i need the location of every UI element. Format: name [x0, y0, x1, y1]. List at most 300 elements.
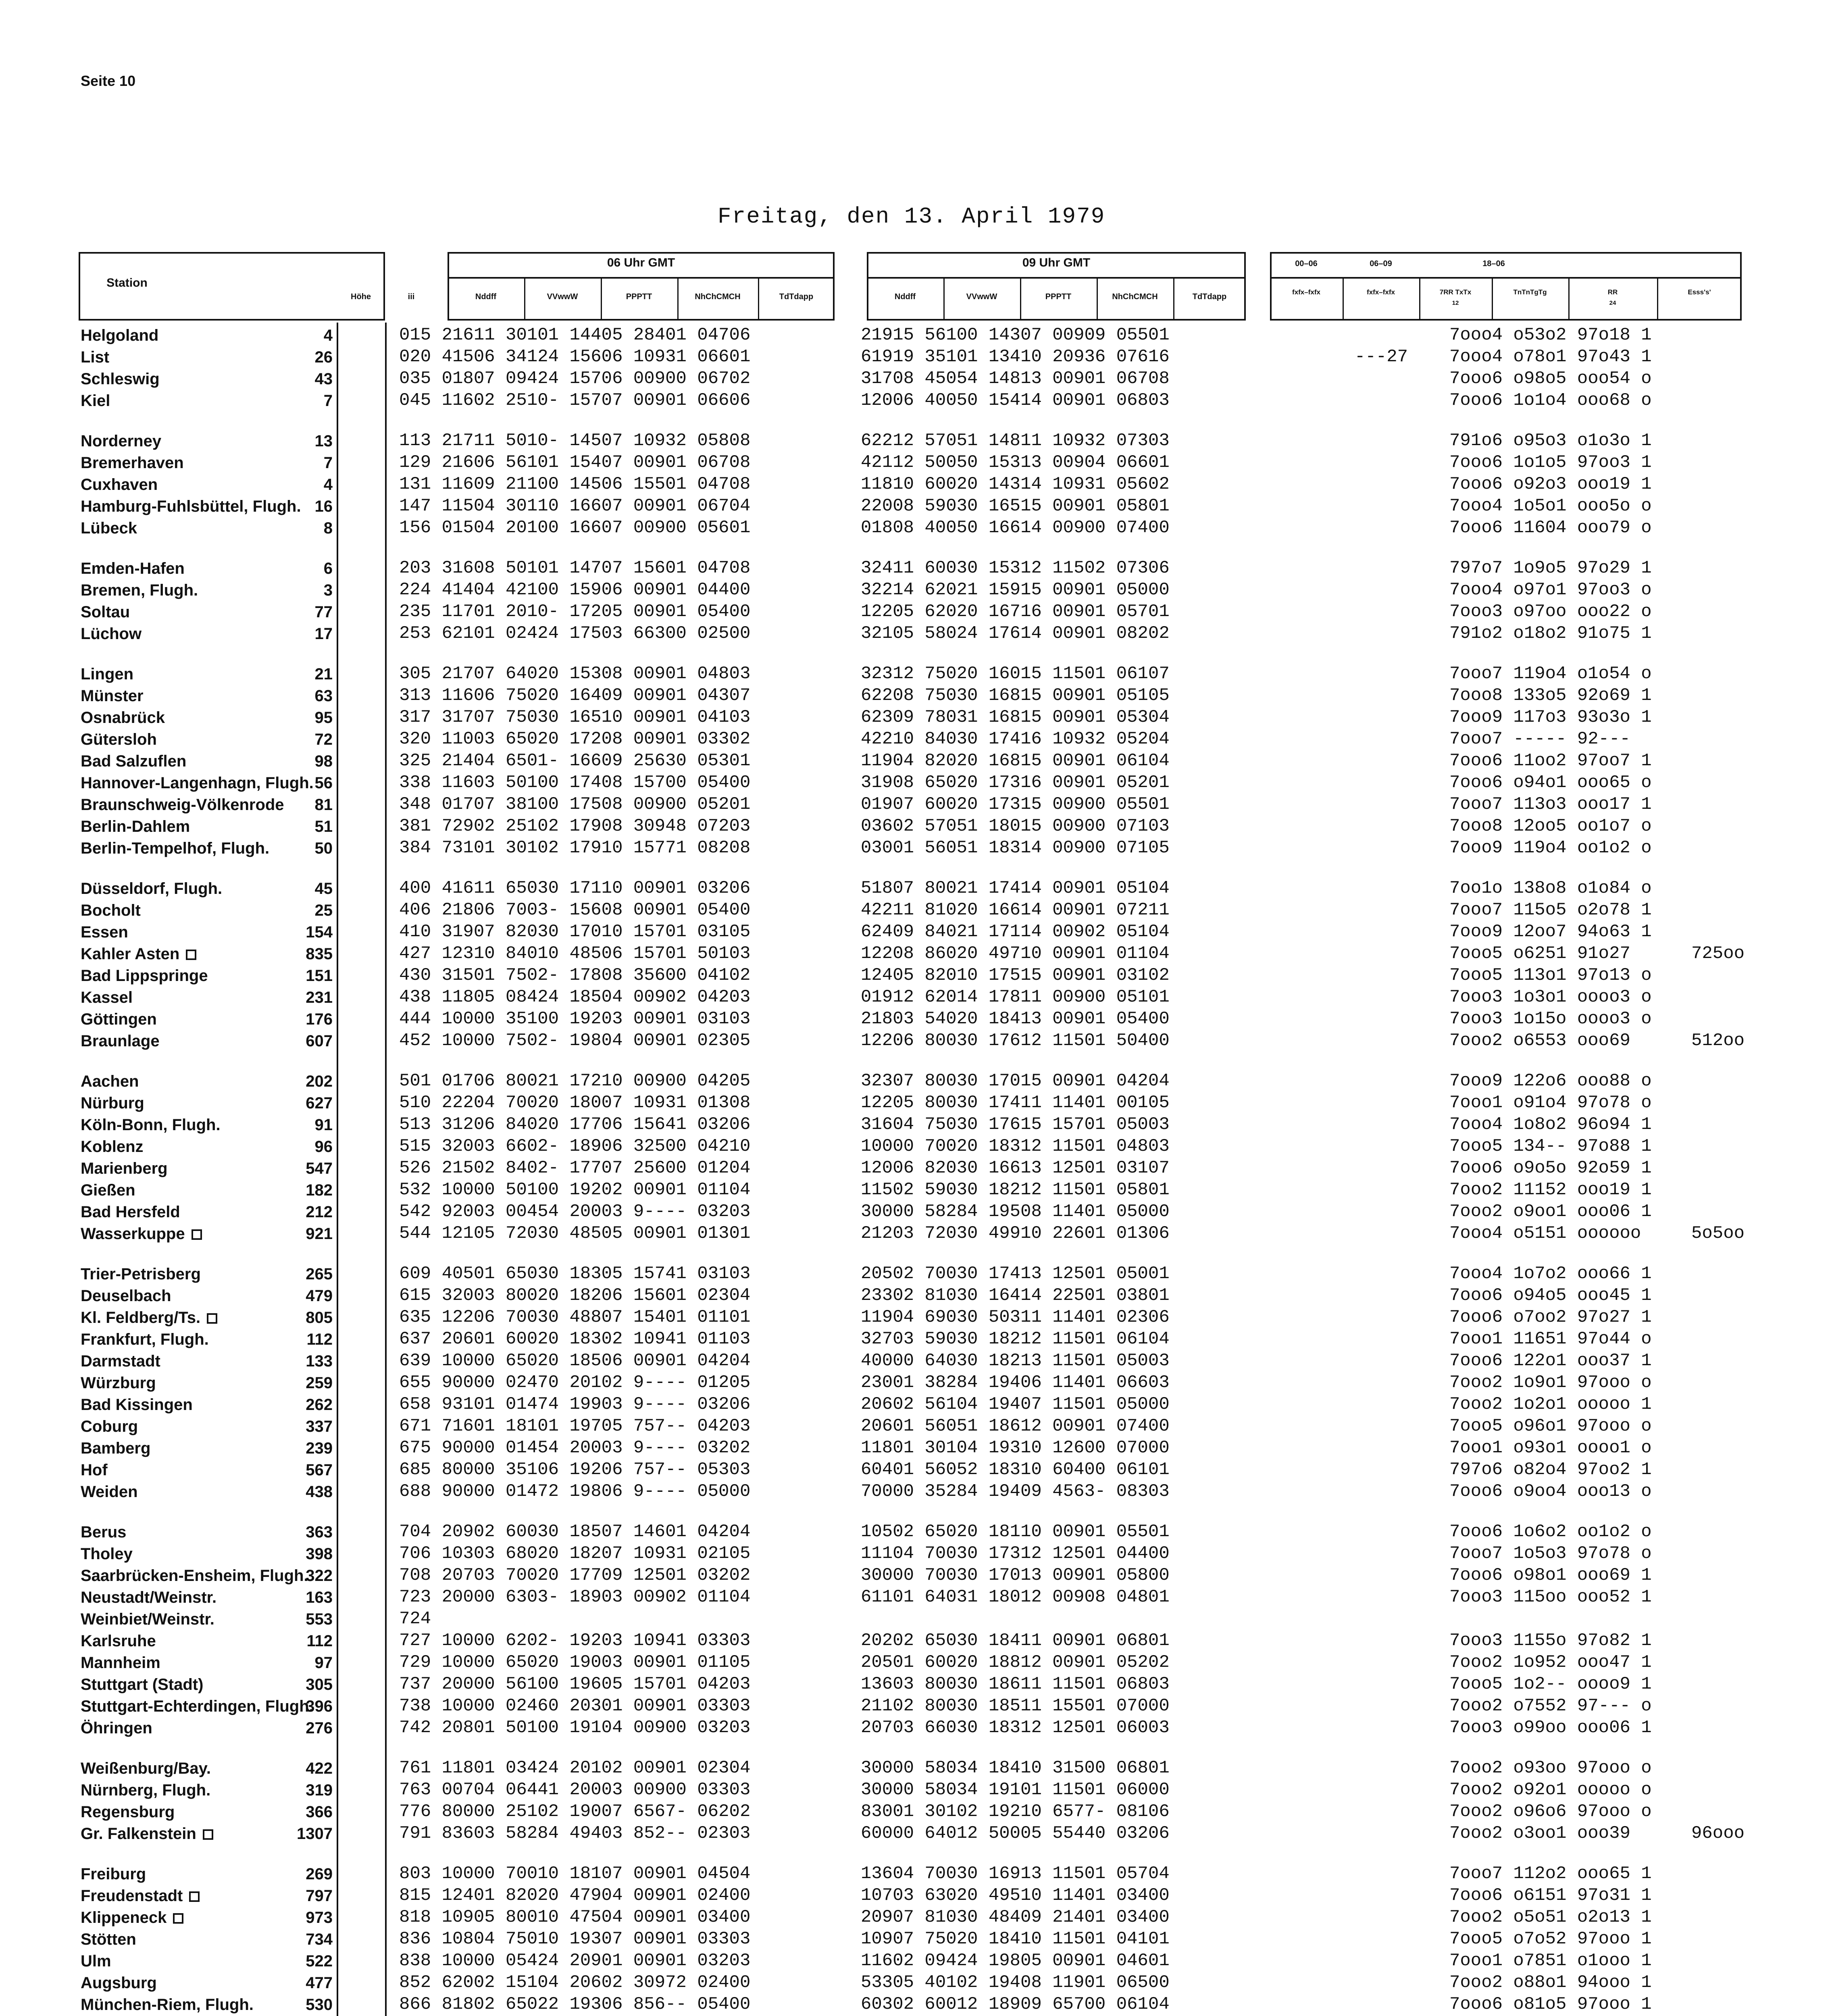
obs-09: 21203 72030 49910 22601 01306 — [861, 1223, 1170, 1243]
obs-09: 03602 57051 18015 00900 07103 — [861, 816, 1170, 836]
extremes: 7ooo5 1o2-- oooo9 1 — [1449, 1674, 1652, 1694]
obs-06: 045 11602 2510- 15707 00901 06606 — [399, 390, 751, 410]
station-name-text: Freudenstadt — [81, 1887, 183, 1905]
obs-09: 01907 60020 17315 00900 05501 — [861, 794, 1170, 814]
extremes: 7ooo1 o93o1 oooo1 o — [1449, 1438, 1652, 1458]
obs-09: 21915 56100 14307 00909 05501 — [861, 325, 1170, 345]
station-name — [81, 1032, 160, 1050]
station-marker-icon — [186, 950, 196, 960]
obs-09: 12208 86020 49710 00901 01104 — [861, 943, 1170, 964]
station-height: 25 — [314, 902, 333, 919]
station-name-text: Coburg — [81, 1418, 138, 1435]
header-rule — [448, 277, 835, 279]
header-extreme-col: fxfx–fxfx — [1367, 288, 1395, 296]
table-row — [0, 1287, 1832, 1309]
station-name — [81, 1781, 210, 1799]
station-marker-icon — [207, 1313, 217, 1324]
table-row — [0, 1523, 1832, 1545]
extremes: 7ooo4 o53o2 97o18 1 — [1449, 325, 1652, 345]
obs-06: 325 21404 6501- 16609 25630 05301 — [399, 751, 751, 771]
table-row — [0, 519, 1832, 541]
station-name — [81, 709, 165, 727]
station-height: 269 — [306, 1865, 333, 1883]
obs-06: 544 12105 72030 48505 00901 01301 — [399, 1223, 751, 1243]
station-name-text: Hannover-Langenhagn, Flugh. — [81, 774, 314, 792]
obs-06: 737 20000 56100 19605 15701 04203 — [399, 1674, 751, 1694]
obs-09: 62409 84021 17114 00902 05104 — [861, 922, 1170, 942]
station-height: 396 — [306, 1697, 333, 1715]
obs-06: 818 10905 80010 47504 00901 03400 — [399, 1907, 751, 1927]
station-name-text: Münster — [81, 687, 144, 705]
extremes: 7ooo4 1o8o2 96o94 1 — [1449, 1114, 1652, 1135]
table-row — [0, 1483, 1832, 1505]
obs-09: 83001 30102 19210 6577- 08106 — [861, 1801, 1170, 1822]
station-name-text: Berlin-Dahlem — [81, 818, 190, 835]
obs-06: 129 21606 56101 15407 00901 06708 — [399, 452, 751, 473]
table-row — [0, 1952, 1832, 1974]
station-name — [81, 774, 314, 792]
station-name-text: Kiel — [81, 392, 110, 410]
station-height: 7 — [323, 392, 333, 410]
table-row — [0, 1589, 1832, 1610]
obs-09: 32105 58024 17614 00901 08202 — [861, 623, 1170, 644]
station-name-text: Stuttgart (Stadt) — [81, 1676, 204, 1693]
obs-09: 60401 56052 18310 60400 06101 — [861, 1460, 1170, 1480]
obs-09: 13604 70030 16913 11501 05704 — [861, 1864, 1170, 1884]
header-period: 00–06 — [1295, 259, 1318, 268]
obs-09: 42210 84030 17416 10932 05204 — [861, 729, 1170, 749]
station-name — [81, 1265, 201, 1283]
station-name-text: Weißenburg/Bay. — [81, 1760, 211, 1777]
station-name-text: Bremen, Flugh. — [81, 581, 198, 599]
table-row — [0, 1439, 1832, 1461]
extremes: 7ooo2 o92o1 ooooo o — [1449, 1780, 1652, 1800]
station-marker-icon — [203, 1829, 213, 1840]
station-name — [81, 1567, 308, 1585]
extremes: 7ooo6 o92o3 ooo19 1 — [1449, 474, 1652, 494]
obs-09: 60000 64012 50005 55440 03206 — [861, 1823, 1170, 1843]
table-row — [0, 1697, 1832, 1719]
station-name — [81, 880, 222, 898]
table-row — [0, 370, 1832, 392]
station-height: 13 — [314, 432, 333, 450]
extremes: 7ooo6 o9o5o 92o59 1 — [1449, 1158, 1652, 1178]
obs-06: 635 12206 70030 48807 15401 01101 — [399, 1307, 751, 1327]
obs-09: 03001 56051 18314 00900 07105 — [861, 838, 1170, 858]
station-name-text: Soltau — [81, 603, 130, 621]
station-height: 530 — [306, 1996, 333, 2014]
extremes: 7ooo5 134-- 97o88 1 — [1449, 1136, 1652, 1156]
table-row — [0, 1632, 1832, 1654]
station-height: 202 — [306, 1073, 333, 1090]
obs-09: 31708 45054 14813 00901 06708 — [861, 369, 1170, 389]
obs-09: 30000 70030 17013 00901 05800 — [861, 1565, 1170, 1585]
header-extreme-sub: 24 — [1609, 300, 1616, 306]
station-name-text: Lübeck — [81, 519, 137, 537]
obs-06: 113 21711 5010- 14507 10932 05808 — [399, 431, 751, 451]
obs-09: 32312 75020 16015 11501 06107 — [861, 664, 1170, 684]
extremes: 7oo1o 138o8 o1o84 o — [1449, 878, 1652, 898]
obs-09: 20502 70030 17413 12501 05001 — [861, 1264, 1170, 1284]
obs-09: 12006 40050 15414 00901 06803 — [861, 390, 1170, 410]
station-name — [81, 923, 128, 941]
station-height: 553 — [306, 1610, 333, 1628]
table-row — [0, 1396, 1832, 1418]
obs-06: 706 10303 68020 18207 10931 02105 — [399, 1543, 751, 1564]
obs-09: 11502 59030 18212 11501 05801 — [861, 1180, 1170, 1200]
station-name-text: Hamburg-Fuhlsbüttel, Flugh. — [81, 498, 301, 515]
obs-09: 01912 62014 17811 00900 05101 — [861, 987, 1170, 1007]
station-height: 547 — [306, 1160, 333, 1177]
extra-value: 96ooo — [1691, 1823, 1745, 1843]
station-height: 797 — [306, 1887, 333, 1905]
obs-06: 501 01706 80021 17210 00900 04205 — [399, 1071, 751, 1091]
station-height: 6 — [323, 560, 333, 577]
station-name-text: Kassel — [81, 989, 133, 1006]
obs-06: 615 32003 80020 18206 15601 02304 — [399, 1285, 751, 1306]
extremes: 7ooo6 1o1o5 97oo3 1 — [1449, 452, 1652, 473]
station-name — [81, 519, 137, 537]
table-row — [0, 476, 1832, 498]
station-name — [81, 1589, 217, 1607]
table-row — [0, 1265, 1832, 1287]
obs-06: 723 20000 6303- 18903 00902 01104 — [399, 1587, 751, 1607]
extremes: 7ooo9 12oo7 94o63 1 — [1449, 922, 1652, 942]
obs-09: 20202 65030 18411 00901 06801 — [861, 1631, 1170, 1651]
extremes: 7ooo6 11oo2 97oo7 1 — [1449, 751, 1652, 771]
obs-06: 203 31608 50101 14707 15601 04708 — [399, 558, 751, 578]
header-rule — [1270, 277, 1742, 279]
extremes: 7ooo7 113o3 ooo17 1 — [1449, 794, 1652, 814]
station-name-text: Gütersloh — [81, 731, 157, 748]
obs-06: 253 62101 02424 17503 66300 02500 — [399, 623, 751, 644]
obs-09: 13603 80030 18611 11501 06803 — [861, 1674, 1170, 1694]
station-name-text: Berus — [81, 1523, 127, 1541]
station-height: 3 — [323, 581, 333, 599]
station-height: 133 — [306, 1352, 333, 1370]
obs-09: 21102 80030 18511 15501 07000 — [861, 1696, 1170, 1716]
station-name-text: Augsburg — [81, 1974, 157, 1992]
station-name — [81, 327, 158, 345]
station-height: 835 — [306, 945, 333, 963]
station-name — [81, 1887, 200, 1905]
obs-06: 791 83603 58284 49403 852-- 02303 — [399, 1823, 751, 1843]
table-row — [0, 1803, 1832, 1825]
station-name-text: Frankfurt, Flugh. — [81, 1331, 209, 1348]
station-name — [81, 1010, 157, 1029]
station-name — [81, 1483, 138, 1501]
table-row — [0, 665, 1832, 687]
extremes: 791o2 o18o2 91o75 1 — [1449, 623, 1652, 644]
obs-06: 020 41506 34124 15606 10931 06601 — [399, 347, 751, 367]
station-name-text: Freiburg — [81, 1865, 146, 1883]
obs-06: 815 12401 82020 47904 00901 02400 — [399, 1885, 751, 1906]
station-name — [81, 1909, 183, 1927]
obs-09: 30000 58284 19508 11401 05000 — [861, 1202, 1170, 1222]
station-height: 182 — [306, 1181, 333, 1199]
station-name-text: Ulm — [81, 1952, 111, 1970]
station-name — [81, 796, 284, 814]
obs-06: 406 21806 7003- 15608 00901 05400 — [399, 900, 751, 920]
table-row — [0, 818, 1832, 839]
station-height: 231 — [306, 989, 333, 1006]
table-row — [0, 392, 1832, 414]
station-name — [81, 1654, 160, 1672]
table-row — [0, 1010, 1832, 1032]
station-name — [81, 1974, 157, 1992]
station-name — [81, 1203, 180, 1221]
extremes: 7ooo7 115o5 o2o78 1 — [1449, 900, 1652, 920]
table-row — [0, 1760, 1832, 1781]
extremes: 7ooo2 1o952 ooo47 1 — [1449, 1652, 1652, 1672]
obs-06: 727 10000 6202- 19203 10941 03303 — [399, 1631, 751, 1651]
obs-09: 10703 63020 49510 11401 03400 — [861, 1885, 1170, 1906]
header-col-06: TdTdapp — [779, 292, 814, 301]
station-height: 607 — [306, 1032, 333, 1050]
station-height: 56 — [314, 774, 333, 792]
station-name-text: Emden-Hafen — [81, 560, 185, 577]
station-name — [81, 348, 109, 367]
header-station: Station — [106, 276, 148, 289]
obs-06: 015 21611 30101 14405 28401 04706 — [399, 325, 751, 345]
obs-06: 658 93101 01474 19903 9---- 03206 — [399, 1394, 751, 1414]
station-name — [81, 1676, 203, 1694]
station-name-text: Nürburg — [81, 1094, 144, 1112]
extremes: 7ooo6 o94o5 ooo45 1 — [1449, 1285, 1652, 1306]
station-name — [81, 1931, 136, 1949]
station-name-text: Köln-Bonn, Flugh. — [81, 1116, 221, 1134]
extremes: 7ooo4 o78o1 97o43 1 — [1449, 347, 1652, 367]
header-col-09: Nddff — [894, 292, 916, 301]
table-row — [0, 1909, 1832, 1931]
extremes: 797o7 1o9o5 97o29 1 — [1449, 558, 1652, 578]
extremes: 7ooo6 o94o1 ooo65 o — [1449, 773, 1652, 793]
extremes: 7ooo9 117o3 93o3o 1 — [1449, 707, 1652, 727]
station-height: 363 — [306, 1523, 333, 1541]
table-row — [0, 1461, 1832, 1483]
station-name — [81, 1610, 214, 1629]
station-height: 1307 — [297, 1825, 333, 1843]
table-row — [0, 1138, 1832, 1160]
header-col-06: PPPTT — [626, 292, 652, 301]
table-row — [0, 967, 1832, 989]
station-height: 51 — [314, 818, 333, 835]
obs-09: 62208 75030 16815 00901 05105 — [861, 685, 1170, 706]
obs-06: 235 11701 2010- 17205 00901 05400 — [399, 602, 751, 622]
station-name — [81, 1952, 111, 1970]
station-height: 398 — [306, 1545, 333, 1563]
obs-09: 22008 59030 16515 00901 05801 — [861, 496, 1170, 516]
header-period: 06–09 — [1370, 259, 1392, 268]
station-height: 477 — [306, 1974, 333, 1992]
station-height: 91 — [314, 1116, 333, 1134]
extremes: 7ooo2 o5o51 o2o13 1 — [1449, 1907, 1652, 1927]
obs-09: 42211 81020 16614 00901 07211 — [861, 900, 1170, 920]
station-name-text: Bad Kissingen — [81, 1396, 193, 1414]
header-col-09: TdTdapp — [1192, 292, 1227, 301]
station-name — [81, 1352, 160, 1370]
station-name — [81, 945, 196, 963]
obs-06: 410 31907 82030 17010 15701 03105 — [399, 922, 751, 942]
table-row — [0, 774, 1832, 796]
obs-09: 10907 75020 18410 11501 04101 — [861, 1929, 1170, 1949]
station-name — [81, 665, 133, 683]
obs-09: 20501 60020 18812 00901 05202 — [861, 1652, 1170, 1672]
obs-09: 30000 58034 19101 11501 06000 — [861, 1780, 1170, 1800]
station-name-text: Essen — [81, 923, 128, 941]
extremes: 7ooo1 o7851 o1ooo 1 — [1449, 1951, 1652, 1971]
station-height: 163 — [306, 1589, 333, 1606]
obs-06: 761 11801 03424 20102 00901 02304 — [399, 1758, 751, 1778]
station-height: 479 — [306, 1287, 333, 1305]
station-name-text: Schleswig — [81, 370, 160, 388]
station-name — [81, 1396, 193, 1414]
header-divider — [1492, 278, 1493, 321]
station-height: 112 — [306, 1632, 333, 1650]
station-height: 276 — [306, 1719, 333, 1737]
obs-06: 639 10000 65020 18506 00901 04204 — [399, 1351, 751, 1371]
table-row — [0, 796, 1832, 818]
station-height: 7 — [323, 454, 333, 472]
station-name — [81, 1287, 171, 1305]
obs-06: 852 62002 15104 20602 30972 02400 — [399, 1972, 751, 1993]
obs-09: 62212 57051 14811 10932 07303 — [861, 431, 1170, 451]
table-row — [0, 1225, 1832, 1247]
page-date: Freitag, den 13. April 1979 — [718, 204, 1105, 229]
obs-09: 12205 80030 17411 11401 00105 — [861, 1093, 1170, 1113]
obs-09: 10502 65020 18110 00901 05501 — [861, 1522, 1170, 1542]
station-name — [81, 839, 269, 858]
obs-09: 23302 81030 16414 22501 03801 — [861, 1285, 1170, 1306]
obs-09: 12405 82010 17515 00901 03102 — [861, 965, 1170, 985]
table-row — [0, 1610, 1832, 1632]
station-height: 112 — [306, 1331, 333, 1348]
station-height: 4 — [323, 327, 333, 344]
table-row — [0, 1974, 1832, 1996]
extremes: 7ooo8 12oo5 oo1o7 o — [1449, 816, 1652, 836]
header-divider — [1568, 278, 1570, 321]
obs-06: 224 41404 42100 15906 00901 04400 — [399, 580, 751, 600]
station-name-text: Regensburg — [81, 1803, 175, 1821]
header-extreme-sub: 12 — [1452, 300, 1459, 306]
header-col-06: NhChCMCH — [695, 292, 741, 301]
extremes: 7ooo2 o9oo1 ooo06 1 — [1449, 1202, 1652, 1222]
table-row — [0, 1887, 1832, 1909]
extremes: 7ooo3 115oo ooo52 1 — [1449, 1587, 1652, 1607]
station-name — [81, 1996, 254, 2014]
station-name — [81, 1760, 211, 1778]
station-name — [81, 1181, 135, 1200]
station-name-text: Norderney — [81, 432, 162, 450]
table-row — [0, 1116, 1832, 1138]
table-row — [0, 752, 1832, 774]
table-row — [0, 1719, 1832, 1741]
station-height: 72 — [314, 731, 333, 748]
obs-06: 866 81802 65022 19306 856-- 05400 — [399, 1994, 751, 2014]
station-name — [81, 1461, 108, 1479]
station-height: 96 — [314, 1138, 333, 1156]
table-row — [0, 1203, 1832, 1225]
page-number: Seite 10 — [81, 73, 136, 89]
table-row — [0, 1160, 1832, 1181]
obs-06: 532 10000 50100 19202 00901 01104 — [399, 1180, 751, 1200]
obs-06: 513 31206 84020 17706 15641 03206 — [399, 1114, 751, 1135]
obs-09: 51807 80021 17414 00901 05104 — [861, 878, 1170, 898]
table-row — [0, 1865, 1832, 1887]
table-row — [0, 687, 1832, 709]
station-name-text: Neustadt/Weinstr. — [81, 1589, 217, 1606]
station-name-text: Helgoland — [81, 327, 159, 344]
station-height: 627 — [306, 1094, 333, 1112]
obs-09: 20907 81030 48409 21401 03400 — [861, 1907, 1170, 1927]
table-row — [0, 1654, 1832, 1676]
table-row — [0, 1545, 1832, 1567]
table-row — [0, 581, 1832, 603]
header-col-09: NhChCMCH — [1112, 292, 1158, 301]
table-row — [0, 454, 1832, 476]
obs-09: 21803 54020 18413 00901 05400 — [861, 1009, 1170, 1029]
station-name-text: Öhringen — [81, 1719, 152, 1737]
station-height: 8 — [323, 519, 333, 537]
table-row — [0, 1073, 1832, 1094]
table-row — [0, 603, 1832, 625]
extremes: 7ooo6 o7oo2 97o27 1 — [1449, 1307, 1652, 1327]
station-name — [81, 902, 141, 920]
extremes: 7ooo6 1o1o4 ooo68 o — [1449, 390, 1652, 410]
obs-06: 338 11603 50100 17408 15700 05400 — [399, 773, 751, 793]
station-height: 259 — [306, 1374, 333, 1392]
extremes: 7ooo6 o81o5 97ooo 1 — [1449, 1994, 1652, 2014]
station-height: 154 — [306, 923, 333, 941]
station-name — [81, 1803, 175, 1821]
station-height: 805 — [306, 1309, 333, 1327]
station-name — [81, 560, 185, 578]
station-name — [81, 1439, 150, 1458]
station-height: 43 — [314, 370, 333, 388]
obs-06: 313 11606 75020 16409 00901 04307 — [399, 685, 751, 706]
obs-09: 42112 50050 15313 00904 06601 — [861, 452, 1170, 473]
station-name-text: Weinbiet/Weinstr. — [81, 1610, 214, 1628]
extremes: 7ooo2 1o9o1 97ooo o — [1449, 1372, 1652, 1393]
obs-06: 738 10000 02460 20301 00901 03303 — [399, 1696, 751, 1716]
extremes: 7ooo9 119o4 oo1o2 o — [1449, 838, 1652, 858]
station-height: 734 — [306, 1931, 333, 1948]
obs-06: 542 92003 00454 20003 9---- 03203 — [399, 1202, 751, 1222]
station-name — [81, 1825, 213, 1843]
obs-09: 11904 82020 16815 00901 06104 — [861, 751, 1170, 771]
station-name — [81, 476, 158, 494]
gust-value: ---27 — [1355, 347, 1408, 367]
extremes: 7ooo2 o93oo 97ooo o — [1449, 1758, 1652, 1778]
station-height: 305 — [306, 1676, 333, 1693]
station-name-text: Saarbrücken-Ensheim, Flugh. — [81, 1567, 308, 1585]
obs-09: 30000 58034 18410 31500 06801 — [861, 1758, 1170, 1778]
table-row — [0, 1181, 1832, 1203]
table-row — [0, 625, 1832, 647]
station-height: 422 — [306, 1760, 333, 1777]
station-name-text: München-Riem, Flugh. — [81, 1996, 254, 2014]
table-row — [0, 1781, 1832, 1803]
station-name — [81, 1697, 314, 1716]
station-name-text: Göttingen — [81, 1010, 157, 1028]
header-col-09: VVwwW — [966, 292, 997, 301]
station-name-text: Lüchow — [81, 625, 142, 643]
obs-06: 655 90000 02470 20102 9---- 01205 — [399, 1372, 751, 1393]
obs-09: 10000 70020 18312 11501 04803 — [861, 1136, 1170, 1156]
header-hoehe: Höhe — [351, 292, 371, 301]
station-name-text: Braunlage — [81, 1032, 160, 1050]
extremes: 7ooo6 o6151 97o31 1 — [1449, 1885, 1652, 1906]
